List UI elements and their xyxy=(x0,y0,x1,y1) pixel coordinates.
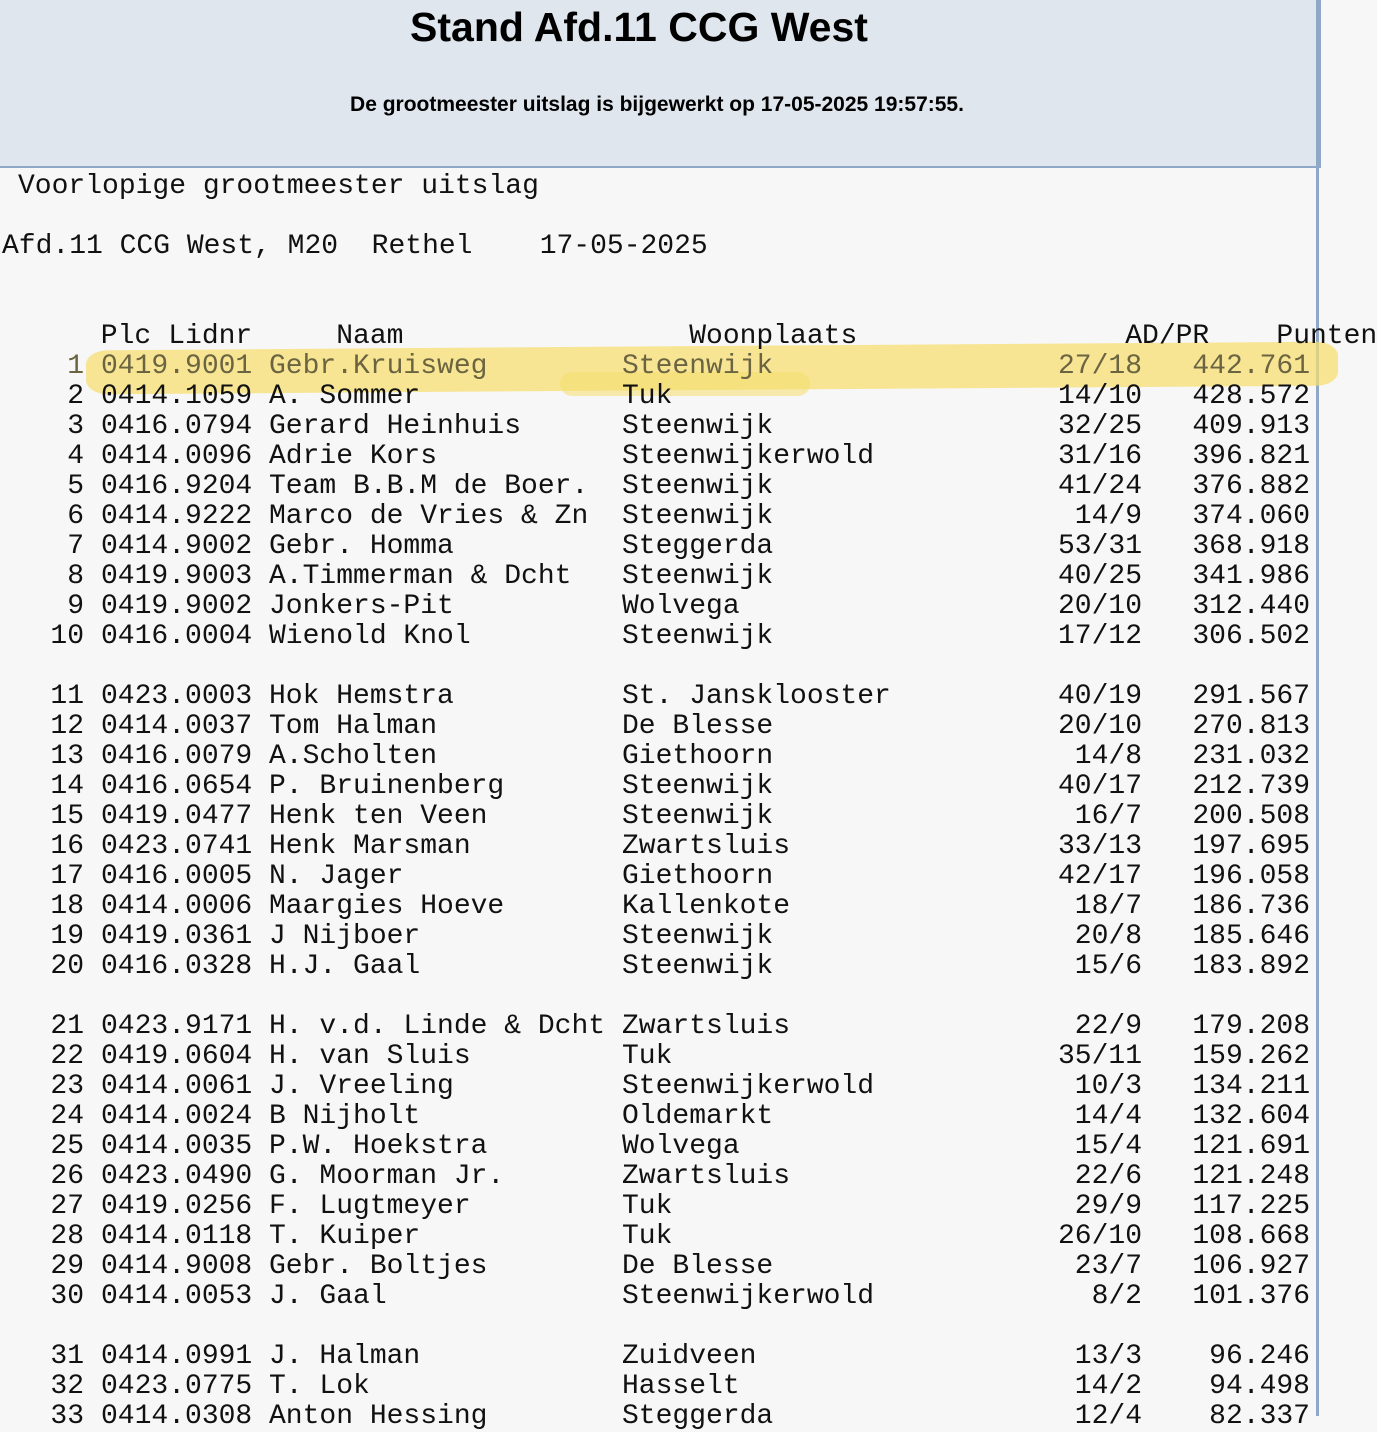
cell-naam: H.J. Gaal xyxy=(269,951,421,982)
cell-lidnr: 0419.9003 xyxy=(101,561,253,592)
table-row xyxy=(0,952,1310,982)
cell-lidnr: 0419.0361 xyxy=(101,921,253,952)
cell-naam: J. Gaal xyxy=(269,1281,387,1312)
cell-naam: Jonkers-Pit xyxy=(269,591,454,622)
cell-lidnr: 0414.9002 xyxy=(101,531,253,562)
cell-adpr: 13/3 xyxy=(1074,1341,1142,1372)
cell-woonplaats: Zwartsluis xyxy=(622,1011,791,1042)
table-row xyxy=(0,442,1310,472)
cell-naam: Maargies Hoeve xyxy=(269,891,505,922)
cell-adpr: 20/10 xyxy=(1058,591,1143,622)
table-row xyxy=(0,772,1310,802)
cell-punten: 96.246 xyxy=(1209,1341,1310,1372)
cell-adpr: 41/24 xyxy=(1058,471,1143,502)
table-row xyxy=(0,862,1310,892)
cell-plc: 32 xyxy=(50,1371,84,1402)
table-row xyxy=(0,1252,1310,1282)
cell-adpr: 16/7 xyxy=(1074,801,1142,832)
cell-woonplaats: Kallenkote xyxy=(622,891,791,922)
cell-adpr: 27/18 xyxy=(1058,351,1143,382)
cell-plc: 11 xyxy=(50,681,84,712)
cell-lidnr: 0414.0308 xyxy=(101,1401,253,1432)
cell-lidnr: 0414.9222 xyxy=(101,501,253,532)
table-row xyxy=(0,1162,1310,1192)
cell-lidnr: 0423.9171 xyxy=(101,1011,253,1042)
table-row xyxy=(0,472,1310,502)
col-punten: Punten xyxy=(1276,321,1377,352)
cell-adpr: 31/16 xyxy=(1058,441,1143,472)
cell-punten: 442.761 xyxy=(1192,351,1310,382)
table-row xyxy=(0,1192,1310,1222)
cell-lidnr: 0423.0003 xyxy=(101,681,253,712)
cell-naam: Hok Hemstra xyxy=(269,681,454,712)
cell-adpr: 42/17 xyxy=(1058,861,1143,892)
cell-punten: 121.248 xyxy=(1192,1161,1310,1192)
cell-naam: A. Sommer xyxy=(269,381,421,412)
cell-lidnr: 0419.0256 xyxy=(101,1191,253,1222)
cell-woonplaats: Steenwijk xyxy=(622,921,774,952)
cell-plc: 7 xyxy=(67,531,84,562)
cell-lidnr: 0414.0037 xyxy=(101,711,253,742)
cell-lidnr: 0416.0654 xyxy=(101,771,253,802)
cell-punten: 374.060 xyxy=(1192,501,1310,532)
cell-lidnr: 0414.9008 xyxy=(101,1251,253,1282)
race-info: Afd.11 CCG West, M20 Rethel 17-05-2025 xyxy=(2,231,708,262)
cell-naam: Marco de Vries & Zn xyxy=(269,501,589,532)
cell-lidnr: 0423.0775 xyxy=(101,1371,253,1402)
cell-lidnr: 0414.0118 xyxy=(101,1221,253,1252)
cell-lidnr: 0423.0490 xyxy=(101,1161,253,1192)
cell-punten: 196.058 xyxy=(1192,861,1310,892)
cell-adpr: 26/10 xyxy=(1058,1221,1143,1252)
cell-naam: J. Vreeling xyxy=(269,1071,454,1102)
cell-plc: 14 xyxy=(50,771,84,802)
cell-plc: 13 xyxy=(50,741,84,772)
cell-adpr: 22/6 xyxy=(1074,1161,1142,1192)
cell-plc: 17 xyxy=(50,861,84,892)
cell-woonplaats: Steenwijk xyxy=(622,801,774,832)
cell-woonplaats: Wolvega xyxy=(622,1131,740,1162)
cell-plc: 4 xyxy=(67,441,84,472)
cell-punten: 186.736 xyxy=(1192,891,1310,922)
cell-punten: 159.262 xyxy=(1192,1041,1310,1072)
cell-adpr: 40/17 xyxy=(1058,771,1143,802)
cell-naam: Henk ten Veen xyxy=(269,801,488,832)
cell-naam: P. Bruinenberg xyxy=(269,771,505,802)
cell-punten: 270.813 xyxy=(1192,711,1310,742)
table-row xyxy=(0,1132,1310,1162)
table-row xyxy=(0,622,1310,652)
cell-adpr: 20/8 xyxy=(1074,921,1142,952)
cell-adpr: 12/4 xyxy=(1074,1401,1142,1432)
cell-plc: 24 xyxy=(50,1101,84,1132)
cell-lidnr: 0419.0604 xyxy=(101,1041,253,1072)
cell-punten: 396.821 xyxy=(1192,441,1310,472)
col-lidnr: Lidnr xyxy=(168,321,253,352)
cell-plc: 15 xyxy=(50,801,84,832)
cell-plc: 31 xyxy=(50,1341,84,1372)
cell-naam: H. v.d. Linde & Dcht xyxy=(269,1011,606,1042)
cell-plc: 23 xyxy=(50,1071,84,1102)
cell-woonplaats: Steenwijk xyxy=(622,771,774,802)
cell-plc: 12 xyxy=(50,711,84,742)
cell-woonplaats: Tuk xyxy=(622,381,673,412)
table-row xyxy=(0,382,1310,412)
cell-punten: 117.225 xyxy=(1192,1191,1310,1222)
table-row xyxy=(0,502,1310,532)
table-row xyxy=(0,1282,1310,1312)
cell-plc: 19 xyxy=(50,921,84,952)
table-row xyxy=(0,562,1310,592)
cell-lidnr: 0416.0079 xyxy=(101,741,253,772)
cell-adpr: 18/7 xyxy=(1074,891,1142,922)
cell-adpr: 23/7 xyxy=(1074,1251,1142,1282)
cell-punten: 132.604 xyxy=(1192,1101,1310,1132)
cell-woonplaats: Steenwijk xyxy=(622,501,774,532)
cell-adpr: 22/9 xyxy=(1074,1011,1142,1042)
cell-punten: 185.646 xyxy=(1192,921,1310,952)
cell-lidnr: 0419.9001 xyxy=(101,351,253,382)
cell-punten: 212.739 xyxy=(1192,771,1310,802)
table-row xyxy=(0,712,1310,742)
cell-plc: 30 xyxy=(50,1281,84,1312)
cell-lidnr: 0414.0024 xyxy=(101,1101,253,1132)
table-row xyxy=(0,802,1310,832)
cell-adpr: 40/19 xyxy=(1058,681,1143,712)
cell-punten: 200.508 xyxy=(1192,801,1310,832)
cell-woonplaats: Steenwijkerwold xyxy=(622,441,875,472)
table-row xyxy=(0,1042,1310,1072)
cell-plc: 25 xyxy=(50,1131,84,1162)
cell-plc: 18 xyxy=(50,891,84,922)
cell-punten: 312.440 xyxy=(1192,591,1310,622)
report-heading: Voorlopige grootmeester uitslag xyxy=(18,171,539,202)
cell-woonplaats: Tuk xyxy=(622,1191,673,1222)
cell-lidnr: 0416.0005 xyxy=(101,861,253,892)
cell-woonplaats: De Blesse xyxy=(622,711,774,742)
cell-lidnr: 0414.0006 xyxy=(101,891,253,922)
cell-naam: A.Scholten xyxy=(269,741,438,772)
table-row xyxy=(0,682,1310,712)
cell-woonplaats: Oldemarkt xyxy=(622,1101,774,1132)
cell-punten: 368.918 xyxy=(1192,531,1310,562)
cell-woonplaats: Zuidveen xyxy=(622,1341,757,1372)
cell-plc: 28 xyxy=(50,1221,84,1252)
cell-woonplaats: Tuk xyxy=(622,1041,673,1072)
cell-punten: 108.668 xyxy=(1192,1221,1310,1252)
cell-punten: 82.337 xyxy=(1209,1401,1310,1432)
cell-plc: 6 xyxy=(67,501,84,532)
update-notice: De grootmeester uitslag is bijgewerkt op 17-05-2025 19:57:55. xyxy=(350,93,964,116)
cell-punten: 231.032 xyxy=(1192,741,1310,772)
cell-lidnr: 0414.0061 xyxy=(101,1071,253,1102)
cell-adpr: 33/13 xyxy=(1058,831,1143,862)
cell-plc: 2 xyxy=(67,381,84,412)
cell-plc: 16 xyxy=(50,831,84,862)
cell-lidnr: 0414.0053 xyxy=(101,1281,253,1312)
cell-woonplaats: Steenwijk xyxy=(622,951,774,982)
cell-lidnr: 0416.0794 xyxy=(101,411,253,442)
cell-woonplaats: Steenwijk xyxy=(622,621,774,652)
cell-naam: Gebr. Boltjes xyxy=(269,1251,488,1282)
cell-adpr: 14/9 xyxy=(1074,501,1142,532)
cell-adpr: 53/31 xyxy=(1058,531,1143,562)
cell-naam: Gebr.Kruisweg xyxy=(269,351,488,382)
cell-punten: 183.892 xyxy=(1192,951,1310,982)
cell-naam: B Nijholt xyxy=(269,1101,421,1132)
cell-adpr: 8/2 xyxy=(1091,1281,1142,1312)
cell-woonplaats: Wolvega xyxy=(622,591,740,622)
cell-adpr: 20/10 xyxy=(1058,711,1143,742)
cell-naam: Anton Hessing xyxy=(269,1401,488,1432)
cell-plc: 26 xyxy=(50,1161,84,1192)
cell-woonplaats: Giethoorn xyxy=(622,861,774,892)
cell-punten: 121.691 xyxy=(1192,1131,1310,1162)
cell-naam: A.Timmerman & Dcht xyxy=(269,561,572,592)
cell-woonplaats: Steggerda xyxy=(622,1401,774,1432)
cell-naam: Gerard Heinhuis xyxy=(269,411,522,442)
cell-plc: 20 xyxy=(50,951,84,982)
cell-lidnr: 0414.1059 xyxy=(101,381,253,412)
table-row xyxy=(0,1072,1310,1102)
cell-naam: G. Moorman Jr. xyxy=(269,1161,505,1192)
cell-punten: 306.502 xyxy=(1192,621,1310,652)
cell-woonplaats: Steenwijk xyxy=(622,351,774,382)
cell-woonplaats: Steenwijkerwold xyxy=(622,1071,875,1102)
cell-punten: 409.913 xyxy=(1192,411,1310,442)
table-row xyxy=(0,412,1310,442)
cell-adpr: 14/8 xyxy=(1074,741,1142,772)
cell-woonplaats: St. Jansklooster xyxy=(622,681,891,712)
cell-woonplaats: Steenwijk xyxy=(622,411,774,442)
cell-plc: 22 xyxy=(50,1041,84,1072)
cell-woonplaats: Steggerda xyxy=(622,531,774,562)
cell-adpr: 17/12 xyxy=(1058,621,1143,652)
cell-punten: 376.882 xyxy=(1192,471,1310,502)
cell-naam: Tom Halman xyxy=(269,711,438,742)
cell-naam: J. Halman xyxy=(269,1341,421,1372)
cell-naam: Gebr. Homma xyxy=(269,531,454,562)
cell-adpr: 10/3 xyxy=(1074,1071,1142,1102)
cell-lidnr: 0414.0991 xyxy=(101,1341,253,1372)
cell-naam: F. Lugtmeyer xyxy=(269,1191,471,1222)
table-row xyxy=(0,592,1310,622)
cell-lidnr: 0414.0096 xyxy=(101,441,253,472)
cell-punten: 341.986 xyxy=(1192,561,1310,592)
col-adpr: AD/PR xyxy=(1125,321,1210,352)
cell-punten: 134.211 xyxy=(1192,1071,1310,1102)
cell-naam: Wienold Knol xyxy=(269,621,471,652)
cell-lidnr: 0414.0035 xyxy=(101,1131,253,1162)
cell-woonplaats: Zwartsluis xyxy=(622,1161,791,1192)
cell-naam: Adrie Kors xyxy=(269,441,438,472)
cell-woonplaats: Steenwijk xyxy=(622,471,774,502)
cell-woonplaats: Steenwijkerwold xyxy=(622,1281,875,1312)
cell-lidnr: 0423.0741 xyxy=(101,831,253,862)
cell-naam: P.W. Hoekstra xyxy=(269,1131,488,1162)
cell-plc: 3 xyxy=(67,411,84,442)
cell-adpr: 15/4 xyxy=(1074,1131,1142,1162)
cell-plc: 5 xyxy=(67,471,84,502)
cell-naam: T. Kuiper xyxy=(269,1221,421,1252)
cell-punten: 428.572 xyxy=(1192,381,1310,412)
cell-plc: 8 xyxy=(67,561,84,592)
cell-lidnr: 0419.9002 xyxy=(101,591,253,622)
cell-plc: 27 xyxy=(50,1191,84,1222)
cell-naam: H. van Sluis xyxy=(269,1041,471,1072)
page-title: Stand Afd.11 CCG West xyxy=(410,4,868,50)
cell-punten: 94.498 xyxy=(1209,1371,1310,1402)
cell-woonplaats: Zwartsluis xyxy=(622,831,791,862)
table-row xyxy=(0,922,1310,952)
table-row xyxy=(0,1102,1310,1132)
cell-adpr: 29/9 xyxy=(1074,1191,1142,1222)
table-row xyxy=(0,1372,1310,1402)
cell-lidnr: 0416.0004 xyxy=(101,621,253,652)
cell-naam: Team B.B.M de Boer. xyxy=(269,471,589,502)
cell-punten: 197.695 xyxy=(1192,831,1310,862)
cell-adpr: 40/25 xyxy=(1058,561,1143,592)
cell-woonplaats: Steenwijk xyxy=(622,561,774,592)
cell-plc: 9 xyxy=(67,591,84,622)
cell-adpr: 14/2 xyxy=(1074,1371,1142,1402)
cell-plc: 33 xyxy=(50,1401,84,1432)
table-row xyxy=(0,532,1310,562)
cell-naam: J Nijboer xyxy=(269,921,421,952)
cell-plc: 10 xyxy=(50,621,84,652)
cell-plc: 29 xyxy=(50,1251,84,1282)
cell-adpr: 15/6 xyxy=(1074,951,1142,982)
cell-adpr: 14/10 xyxy=(1058,381,1143,412)
cell-woonplaats: Tuk xyxy=(622,1221,673,1252)
table-row xyxy=(0,1342,1310,1372)
cell-adpr: 14/4 xyxy=(1074,1101,1142,1132)
cell-woonplaats: De Blesse xyxy=(622,1251,774,1282)
cell-adpr: 35/11 xyxy=(1058,1041,1143,1072)
table-row xyxy=(0,832,1310,862)
col-woonplaats: Woonplaats xyxy=(689,321,858,352)
cell-punten: 291.567 xyxy=(1192,681,1310,712)
cell-punten: 106.927 xyxy=(1192,1251,1310,1282)
table-row xyxy=(0,742,1310,772)
cell-naam: Henk Marsman xyxy=(269,831,471,862)
table-row xyxy=(0,1402,1310,1432)
cell-plc: 1 xyxy=(67,351,84,382)
cell-naam: N. Jager xyxy=(269,861,404,892)
cell-adpr: 32/25 xyxy=(1058,411,1143,442)
cell-woonplaats: Hasselt xyxy=(622,1371,740,1402)
table-row xyxy=(0,1222,1310,1252)
table-row xyxy=(0,352,1310,382)
cell-lidnr: 0416.9204 xyxy=(101,471,253,502)
table-row xyxy=(0,1012,1310,1042)
cell-naam: T. Lok xyxy=(269,1371,370,1402)
table-row xyxy=(0,892,1310,922)
cell-lidnr: 0419.0477 xyxy=(101,801,253,832)
cell-plc: 21 xyxy=(50,1011,84,1042)
cell-lidnr: 0416.0328 xyxy=(101,951,253,982)
cell-punten: 179.208 xyxy=(1192,1011,1310,1042)
cell-punten: 101.376 xyxy=(1192,1281,1310,1312)
col-naam: Naam xyxy=(336,321,404,352)
frame-border xyxy=(1316,0,1319,1416)
cell-woonplaats: Giethoorn xyxy=(622,741,774,772)
col-plc: Plc xyxy=(100,321,152,352)
page-header xyxy=(0,0,1321,168)
